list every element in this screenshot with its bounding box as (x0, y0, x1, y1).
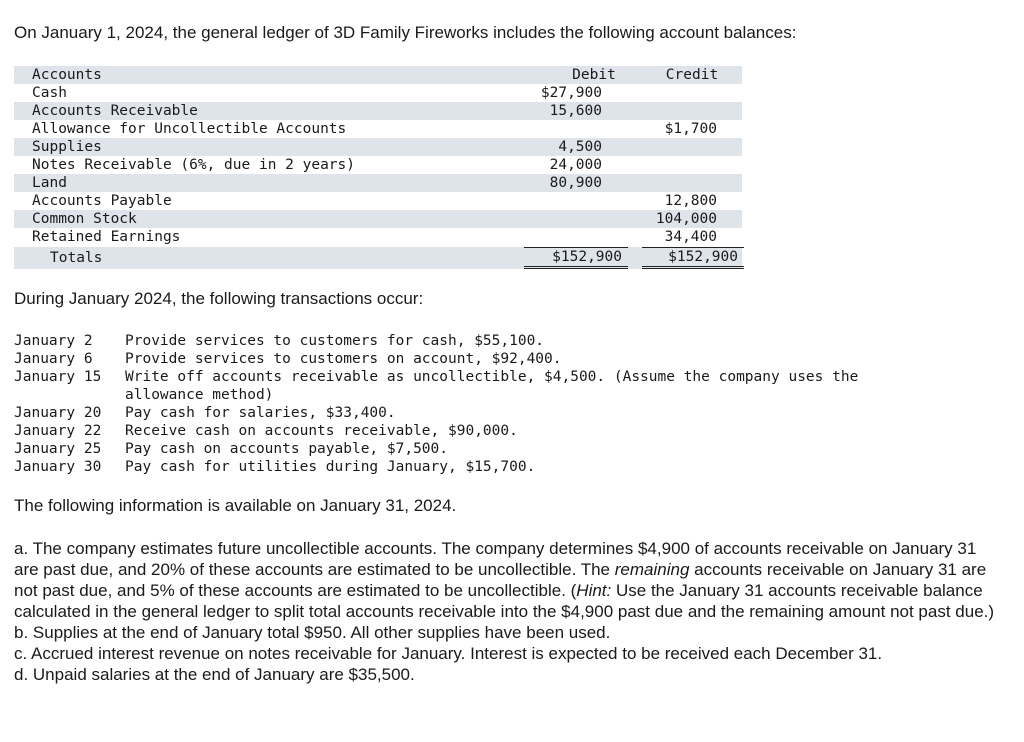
credit-value: 104,000 (655, 211, 717, 227)
table-row (14, 156, 742, 174)
totals-label: Totals (50, 250, 103, 266)
debit-value: $27,900 (540, 85, 602, 101)
item-a (14, 538, 999, 622)
item-a-hint: Hint: (576, 581, 612, 600)
transaction-text: Pay cash on accounts payable, $7,500. (125, 441, 449, 457)
debit-value: 4,500 (558, 139, 602, 155)
account-balances-table (14, 66, 742, 269)
transaction-date: January 20 (14, 405, 102, 421)
table-row (14, 210, 742, 228)
item-c: c. Accrued interest revenue on notes receivable for January. Interest is expected to be received each December 31. (14, 644, 883, 663)
transaction-date: January 30 (14, 459, 102, 475)
transaction-date: January 6 (14, 351, 93, 367)
item-b: b. Supplies at the end of January total $950. All other supplies have been used. (14, 623, 611, 642)
transaction-text: Provide services to customers for cash, $55,100. (125, 333, 545, 349)
table-row (14, 84, 742, 102)
transaction-text: Provide services to customers on account, $92,400. (125, 351, 562, 367)
item-d: d. Unpaid salaries at the end of January are $35,500. (14, 665, 415, 684)
item-a-part2: accounts receivable on January 31 are not past due, and 5% of these accounts are estimated to be uncollectible. ( (14, 560, 987, 600)
credit-value: 12,800 (664, 193, 717, 209)
item-a-part1: a. The company estimates future uncollectible accounts. The company determines $4,900 of accounts receivable on January 31 are past due, and 20% of these accounts are estimated to be uncollectible. The (14, 539, 977, 579)
totals-debit: $152,900 (524, 247, 628, 269)
debit-value: 15,600 (549, 103, 602, 119)
account-name: Cash (32, 85, 67, 101)
table-header-row (14, 66, 742, 84)
transaction-date: January 15 (14, 369, 102, 385)
table-row (14, 138, 742, 156)
header-accounts: Accounts (32, 67, 102, 83)
transaction-date: January 2 (14, 333, 93, 349)
list-item (14, 332, 945, 350)
header-debit: Debit (572, 67, 616, 83)
transaction-date: January 25 (14, 441, 102, 457)
totals-row (14, 247, 742, 269)
account-name: Retained Earnings (32, 229, 181, 245)
account-name: Notes Receivable (6%, due in 2 years) (32, 157, 356, 173)
list-item (14, 458, 945, 476)
list-item (14, 350, 945, 368)
item-a-part3: Use the January 31 accounts receivable balance calculated in the general ledger to split total accounts receivable into the $4,900 past due and the remaining amount not past due.) (14, 581, 995, 621)
intro-text: On January 1, 2024, the general ledger of 3D Family Fireworks includes the following account balances: (14, 23, 797, 42)
list-item (14, 404, 945, 422)
adjustment-items (14, 538, 999, 685)
transactions-intro: During January 2024, the following transactions occur: (14, 289, 424, 308)
list-item (14, 440, 945, 458)
transaction-text: Write off accounts receivable as uncollectible, $4,500. (Assume the company uses the (125, 369, 859, 385)
account-name: Land (32, 175, 67, 191)
credit-value: $1,700 (664, 121, 717, 137)
account-name: Supplies (32, 139, 102, 155)
transaction-text: Receive cash on accounts receivable, $90,000. (125, 423, 518, 439)
transactions-list (14, 332, 945, 476)
table-row (14, 192, 742, 210)
header-credit: Credit (665, 67, 719, 83)
table-row (14, 102, 742, 120)
info-intro: The following information is available on January 31, 2024. (14, 496, 457, 515)
list-item (14, 422, 945, 440)
account-name: Accounts Receivable (32, 103, 198, 119)
account-name: Common Stock (32, 211, 137, 227)
credit-value: 34,400 (664, 229, 717, 245)
transaction-text: Pay cash for salaries, $33,400. (125, 405, 396, 421)
account-name: Allowance for Uncollectible Accounts (32, 121, 347, 137)
totals-credit: $152,900 (642, 247, 744, 269)
list-item (14, 368, 945, 404)
transaction-text-continued: allowance method) (125, 387, 274, 403)
item-a-emphasis: remaining (614, 560, 690, 579)
transaction-text: Pay cash for utilities during January, $15,700. (125, 459, 536, 475)
account-name: Accounts Payable (32, 193, 172, 209)
table-row (14, 174, 742, 192)
table-row (14, 228, 742, 246)
debit-value: 24,000 (549, 157, 602, 173)
table-row (14, 120, 742, 138)
transaction-date: January 22 (14, 423, 102, 439)
debit-value: 80,900 (549, 175, 602, 191)
